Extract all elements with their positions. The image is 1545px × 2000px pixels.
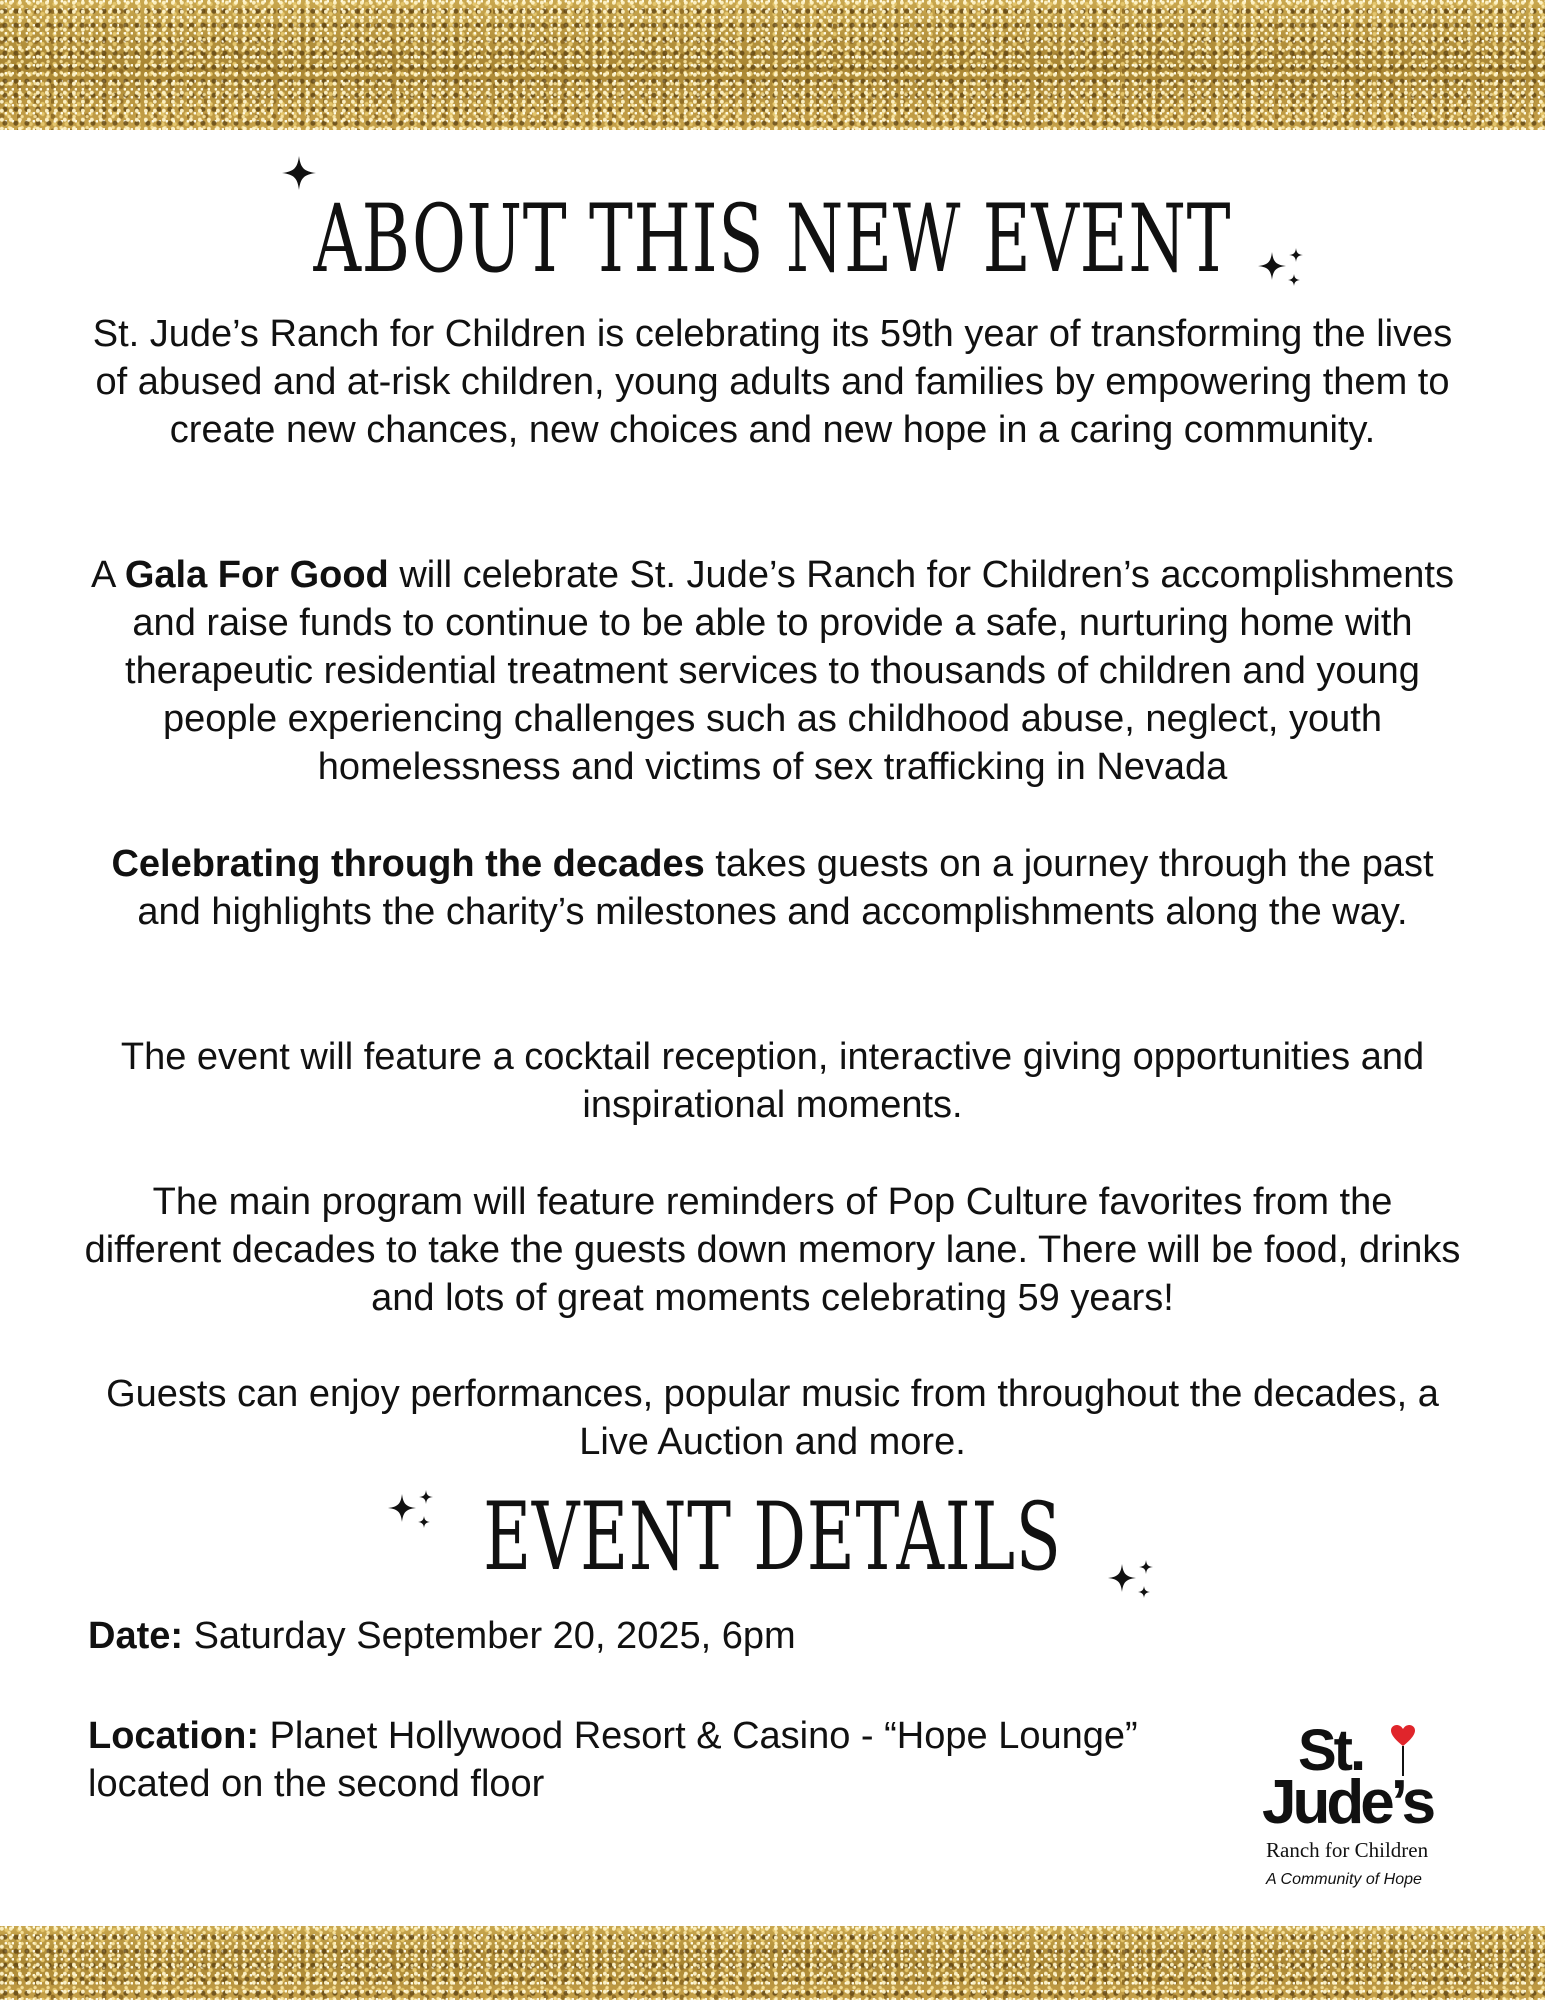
date-value: Saturday September 20, 2025, 6pm <box>183 1615 796 1657</box>
event-location <box>88 1712 1238 1808</box>
decades-paragraph <box>80 840 1465 936</box>
location-label: Location: <box>88 1715 259 1757</box>
gala-description: will celebrate St. Jude’s Ranch for Children’s accomplishments and raise funds to continue to be able to provide a safe, nurturing home with therapeutic residential treatment services to thousands of children and young people experiencing challenges such as childhood abuse, neglect, youth homelessness and victims of sex trafficking in Nevada <box>125 554 1454 788</box>
gold-glitter-border-top <box>0 0 1545 130</box>
date-label: Date: <box>88 1615 184 1657</box>
decades-emphasis: Celebrating through the decades <box>111 843 705 885</box>
logo-st-text: St. <box>1298 1718 1364 1783</box>
gala-for-good-emphasis: Gala For Good <box>124 554 389 596</box>
sparkle-icon <box>282 156 316 190</box>
logo-tagline: A Community of Hope <box>1266 1871 1422 1888</box>
event-details-heading: EVENT DETAILS <box>483 1483 1062 1592</box>
logo-ranch-text: Ranch for Children <box>1266 1838 1429 1862</box>
st-judes-logo <box>1262 1718 1462 1902</box>
entertainment-paragraph: Guests can enjoy performances, popular music from throughout the decades, a Live Auction and more. <box>106 1373 1439 1463</box>
features-paragraph: The event will feature a cocktail reception, interactive giving opportunities and inspirational moments. <box>120 1036 1425 1126</box>
main-program-paragraph: The main program will feature reminders of Pop Culture favorites from the different decades to take the guests down memory lane. There will be food, drinks and lots of great moments celebrating 59 years! <box>84 1181 1461 1319</box>
location-value: Planet Hollywood Resort & Casino - “Hope Lounge” located on the second floor <box>88 1715 1138 1805</box>
gala-paragraph <box>80 551 1465 791</box>
gala-prefix: A <box>91 554 125 596</box>
decades-description: takes guests on a journey through the past and highlights the charity’s milestones and accomplishments along the way. <box>137 843 1434 933</box>
event-date <box>88 1612 1238 1660</box>
about-event-heading: ABOUT THIS NEW EVENT <box>313 185 1232 294</box>
gold-glitter-border-bottom <box>0 1926 1545 2000</box>
intro-paragraph: St. Jude’s Ranch for Children is celebrating its 59th year of transforming the lives of abused and at-risk children, young adults and families by empowering them to create new chances, new choices and new hope in a caring community. <box>92 313 1453 451</box>
logo-judes-text: Jude’s <box>1262 1768 1433 1837</box>
